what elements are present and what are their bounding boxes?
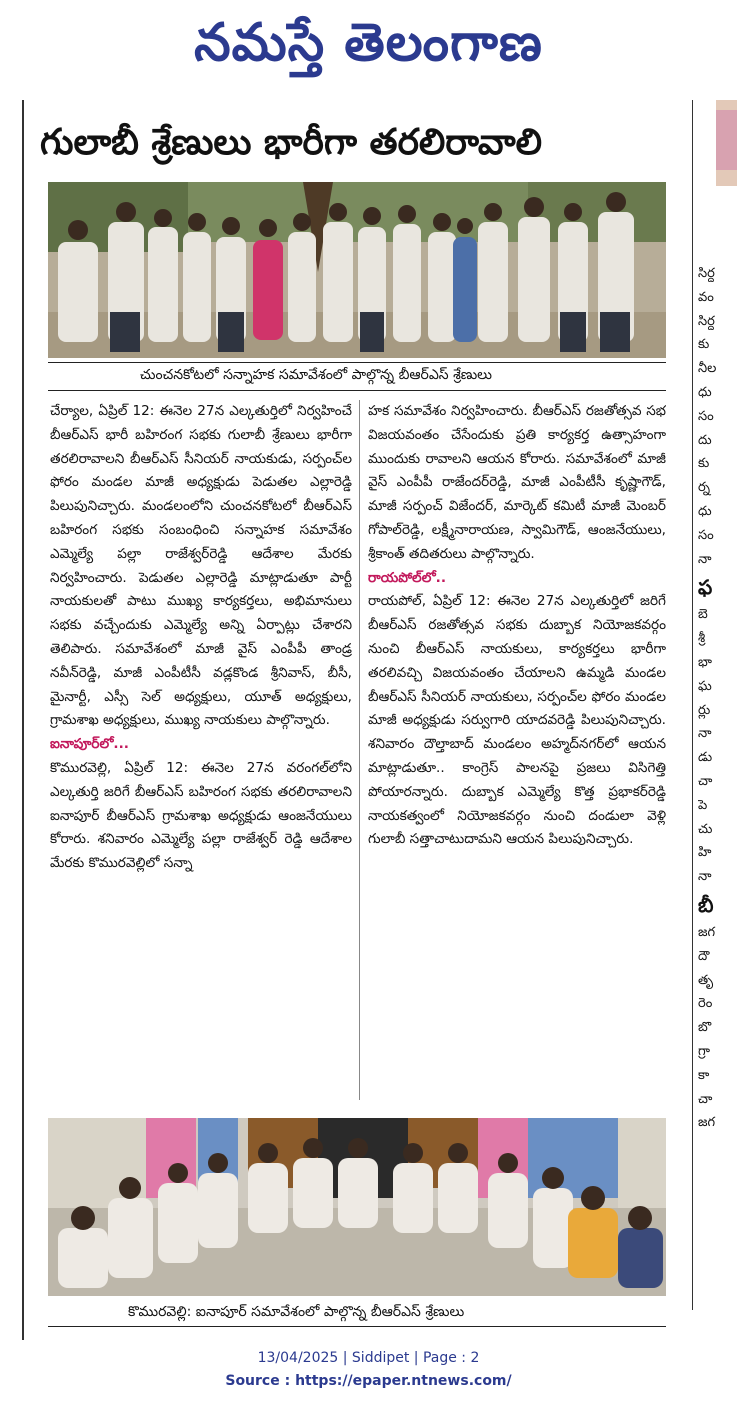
article-photo-floor-meeting <box>48 1118 666 1296</box>
newspaper-logo: నమస్తే తెలంగాణ <box>194 13 543 73</box>
article-photo-group-meeting <box>48 182 666 358</box>
photo-caption: కొమురవెల్లి: ఐనాపూర్ సమావేశంలో పాల్గొన్న బీఆర్ఎస్ శ్రేణులు <box>128 1304 465 1320</box>
neighbor-subheading: బీ <box>698 892 714 917</box>
article-subheading: ఐనాపూర్‌లో... <box>50 736 129 753</box>
neighbor-article-photo <box>716 100 737 186</box>
article-paragraph: రాయపోల్, ఏప్రిల్ 12: ఈనెల 27న ఎల్కతుర్తిలో జరిగే బీఆర్ఎస్ రజతోత్సవ సభకు దుబ్బాక నియోజకవర్గం నుంచి బీఆర్ఎస్ నాయకులు, కార్యకర్తలు భారీగా తరలివచ్చి విజయవంతం చేయాలని ఉమ్మడి మండల బీఆర్ఎస్ సీనియర్ నాయకులు, సర్పంచ్‌ల ఫోరం మండల మాజీ అధ్యక్షుడు సర్వుగారి యాదవరెడ్డి పిలుపునిచ్చారు. శనివారం దౌల్తాబాద్ మండలం అహ్మద్‌నగర్‌లో ఆయన మాట్లాడుతూ.. కాంగ్రెస్ పాలనపై ప్రజలు విసిగెత్తి పోయారన్నారు. దుబ్బాక ఎమ్మెల్యే కొత్త ప్రభాకర్‌రెడ్డి నాయకత్వంలో నియోజకవర్గం నుంచి దండులా వెళ్లి గులాబీ సత్తాచాటుదామని ఆయన పిలుపునిచ్చారు. <box>368 593 666 848</box>
article-column-2 <box>368 400 666 1102</box>
article-headline: గులాబీ శ్రేణులు భారీగా తరలిరావాలి <box>40 122 543 163</box>
article-column-1 <box>50 400 352 1102</box>
column-divider-left <box>22 100 24 1340</box>
edition-info: 13/04/2025 | Siddipet | Page : 2 <box>257 1350 480 1366</box>
column-divider-right <box>692 100 693 1310</box>
photo-caption: చుంచనకోటలో సన్నాహక సమావేశంలో పాల్గొన్న బీఆర్ఎస్ శ్రేణులు <box>140 367 492 383</box>
caption-rule <box>48 1326 666 1327</box>
caption-rule <box>48 390 666 391</box>
article-paragraph: హక సమావేశం నిర్వహించారు. బీఆర్ఎస్ రజతోత్సవ సభ విజయవంతం చేసేందుకు ప్రతి కార్యకర్త ఉత్సాహంగా ముందుకు రావాలని ఆయన కోరారు. సమావేశంలో మాజీ వైస్ ఎంపీపీ రాజేందర్‌రెడ్డి, మాజీ ఎంపీటీసీ కృష్ణాగౌడ్, మాజీ సర్పంచ్ విజేందర్, మార్కెట్ కమిటీ మాజీ మెంబర్ గోపాల్‌రెడ్డి, లక్ష్మీనారాయణ, స్వామిగౌడ్, ఆంజనేయులు, శ్రీకాంత్ తదితరులు పాల్గొన్నారు. <box>368 403 666 562</box>
masthead <box>0 0 737 90</box>
article-subheading: రాయపోల్‌లో.. <box>368 569 447 586</box>
column-divider <box>359 400 360 1100</box>
neighbor-article-text: సిర్ద వం సిర్ద కు నీల ధు సం దు కు ర్న ధు సం నా ఫ బె శ్రీ భా ఘ ర్లు నా డు చా పె చు హి నా బీ జగ దౌ తృ రెం బొ గ్రా కా చా జగ <box>698 262 737 1135</box>
article-paragraph: కొమురవెల్లి, ఏప్రిల్ 12: ఈనెల 27న వరంగల్‌లోని ఎల్కతుర్తి జరిగే బీఆర్ఎస్ బహిరంగ సభకు తరలిరావాలని ఐనాపూర్ బీఆర్ఎస్ గ్రామశాఖ అధ్యక్షుడు ఆంజనేయులు కోరారు. శనివారం ఎమ్మెల్యే పల్లా రాజేశ్వర్ రెడ్డి ఆదేశాల మేరకు కొమురవెల్లిలో సన్నా <box>50 759 352 872</box>
article-paragraph: చేర్యాల, ఏప్రిల్ 12: ఈనెల 27న ఎల్కతుర్తిలో నిర్వహించే బీఆర్ఎస్ భారీ బహిరంగ సభకు గులాబీ శ్రేణులు భారీగా తరలిరావాలని బీఆర్ఎస్ సీనియర్ నాయకుడు, సర్పంచ్‌ల ఫోరం మండల మాజీ అధ్యక్షుడు పెడుతల ఎల్లారెడ్డి పిలుపునిచ్చారు. మండలంలోని చుంచనకోటలో బీఆర్ఎస్ బహిరంగ సభకు సంబంధించి సన్నాహక సమావేశం ఎమ్మెల్యే పల్లా రాజేశ్వర్‌రెడ్డి ఆదేశాల మేరకు నిర్వహించారు. పెడుతల ఎల్లారెడ్డి మాట్లాడుతూ పార్టీ నాయకులతో పాటు ముఖ్య కార్యకర్తలు, అభిమానులు సభకు వచ్చేందుకు ఎమ్మెల్యే అన్ని ఏర్పాట్లు చేశారని తెలిపారు. సమావేశంలో మాజీ వైస్ ఎంపీపీ తాండ్ర నవీన్‌రెడ్డి, మాజీ ఎంపీటీసీ వడ్లకొండ శ్రీనివాస్, బీసీ, మైనార్టీ, ఎస్సీ సెల్ అధ్యక్షులు, యూత్ అధ్యక్షులు, గ్రామశాఖ అధ్యక్షులు, ముఖ్య నాయకులు పాల్గొన్నారు. <box>50 403 352 729</box>
caption-rule <box>48 362 666 363</box>
source-link[interactable]: Source : https://epaper.ntnews.com/ <box>225 1373 512 1389</box>
neighbor-subheading: ఫ <box>698 575 713 600</box>
